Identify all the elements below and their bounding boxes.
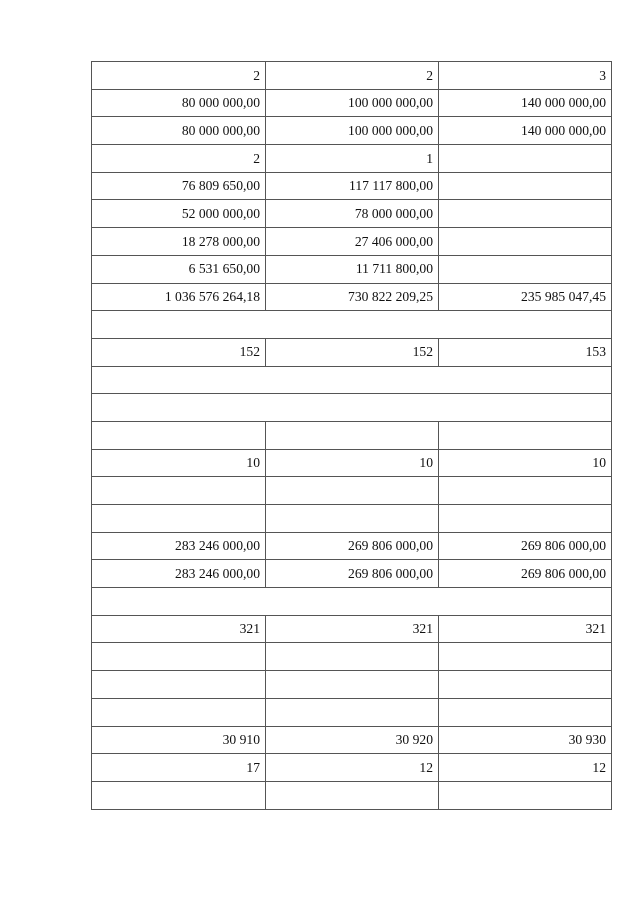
table-row xyxy=(92,421,612,449)
table-row xyxy=(92,588,612,616)
table-cell-col1: 80 000 000,00 xyxy=(92,117,266,145)
table-row xyxy=(92,394,612,422)
table-cell-col2: 269 806 000,00 xyxy=(266,532,439,560)
table-row xyxy=(92,726,612,754)
table-cell-col2: 1 xyxy=(266,145,439,173)
table-cell-col2: 30 920 xyxy=(266,726,439,754)
table-row xyxy=(92,89,612,117)
table-row xyxy=(92,698,612,726)
table-cell-col3: 269 806 000,00 xyxy=(439,532,612,560)
table-cell-col3 xyxy=(439,172,612,200)
table-cell-col2: 100 000 000,00 xyxy=(266,117,439,145)
table-cell-col2 xyxy=(266,421,439,449)
table-cell-col3: 140 000 000,00 xyxy=(439,89,612,117)
table-cell-col1 xyxy=(92,698,266,726)
table-cell-col3 xyxy=(439,200,612,228)
table-row xyxy=(92,671,612,699)
table-cell-col2 xyxy=(266,505,439,533)
table-cell-merged xyxy=(92,366,612,394)
table-cell-col1: 6 531 650,00 xyxy=(92,255,266,283)
table-cell-col3: 321 xyxy=(439,615,612,643)
table-cell-col1: 1 036 576 264,18 xyxy=(92,283,266,311)
table-cell-col3 xyxy=(439,477,612,505)
table-cell-col2: 117 117 800,00 xyxy=(266,172,439,200)
table-row xyxy=(92,145,612,173)
document-page xyxy=(91,61,611,810)
data-table xyxy=(91,61,612,810)
table-row xyxy=(92,117,612,145)
table-cell-col1: 18 278 000,00 xyxy=(92,228,266,256)
table-cell-col1: 10 xyxy=(92,449,266,477)
table-cell-col2 xyxy=(266,698,439,726)
table-cell-col1: 80 000 000,00 xyxy=(92,89,266,117)
table-cell-col1: 30 910 xyxy=(92,726,266,754)
table-cell-col2: 152 xyxy=(266,338,439,366)
table-cell-col3: 10 xyxy=(439,449,612,477)
table-row xyxy=(92,200,612,228)
table-cell-col2 xyxy=(266,477,439,505)
table-cell-col2: 27 406 000,00 xyxy=(266,228,439,256)
table-row xyxy=(92,366,612,394)
table-cell-col3 xyxy=(439,643,612,671)
table-row xyxy=(92,338,612,366)
table-cell-col2 xyxy=(266,671,439,699)
table-row xyxy=(92,560,612,588)
table-cell-col1: 2 xyxy=(92,62,266,90)
table-cell-col3: 153 xyxy=(439,338,612,366)
table-row xyxy=(92,228,612,256)
table-row xyxy=(92,781,612,809)
table-row xyxy=(92,532,612,560)
table-cell-col2: 11 711 800,00 xyxy=(266,255,439,283)
table-body xyxy=(92,62,612,810)
table-cell-col1: 17 xyxy=(92,754,266,782)
table-row xyxy=(92,255,612,283)
table-row xyxy=(92,477,612,505)
table-cell-col1: 321 xyxy=(92,615,266,643)
table-row xyxy=(92,283,612,311)
table-cell-col2: 321 xyxy=(266,615,439,643)
table-cell-col2: 2 xyxy=(266,62,439,90)
table-cell-merged xyxy=(92,394,612,422)
table-cell-col1 xyxy=(92,421,266,449)
table-cell-col1: 152 xyxy=(92,338,266,366)
table-cell-col1: 52 000 000,00 xyxy=(92,200,266,228)
table-cell-col2 xyxy=(266,643,439,671)
table-cell-col2: 100 000 000,00 xyxy=(266,89,439,117)
table-cell-col2: 78 000 000,00 xyxy=(266,200,439,228)
table-cell-merged xyxy=(92,311,612,339)
table-cell-col1 xyxy=(92,505,266,533)
table-cell-col3: 235 985 047,45 xyxy=(439,283,612,311)
table-cell-col2: 269 806 000,00 xyxy=(266,560,439,588)
table-cell-col3: 12 xyxy=(439,754,612,782)
table-cell-col3: 269 806 000,00 xyxy=(439,560,612,588)
table-cell-col2: 12 xyxy=(266,754,439,782)
table-cell-col3 xyxy=(439,255,612,283)
table-cell-merged xyxy=(92,588,612,616)
table-cell-col3 xyxy=(439,228,612,256)
table-cell-col3 xyxy=(439,781,612,809)
table-cell-col3 xyxy=(439,421,612,449)
table-cell-col3: 3 xyxy=(439,62,612,90)
table-cell-col1 xyxy=(92,477,266,505)
table-cell-col1 xyxy=(92,643,266,671)
table-row xyxy=(92,505,612,533)
table-cell-col3 xyxy=(439,145,612,173)
table-cell-col3 xyxy=(439,698,612,726)
table-cell-col2 xyxy=(266,781,439,809)
table-cell-col3: 140 000 000,00 xyxy=(439,117,612,145)
table-row xyxy=(92,172,612,200)
table-row xyxy=(92,754,612,782)
table-row xyxy=(92,643,612,671)
table-row xyxy=(92,62,612,90)
table-cell-col1 xyxy=(92,781,266,809)
table-row xyxy=(92,311,612,339)
table-cell-col1: 283 246 000,00 xyxy=(92,560,266,588)
table-cell-col1: 2 xyxy=(92,145,266,173)
table-cell-col3: 30 930 xyxy=(439,726,612,754)
table-cell-col3 xyxy=(439,505,612,533)
table-cell-col1 xyxy=(92,671,266,699)
table-row xyxy=(92,449,612,477)
table-cell-col3 xyxy=(439,671,612,699)
table-row xyxy=(92,615,612,643)
table-cell-col2: 10 xyxy=(266,449,439,477)
table-cell-col1: 76 809 650,00 xyxy=(92,172,266,200)
table-cell-col2: 730 822 209,25 xyxy=(266,283,439,311)
table-cell-col1: 283 246 000,00 xyxy=(92,532,266,560)
